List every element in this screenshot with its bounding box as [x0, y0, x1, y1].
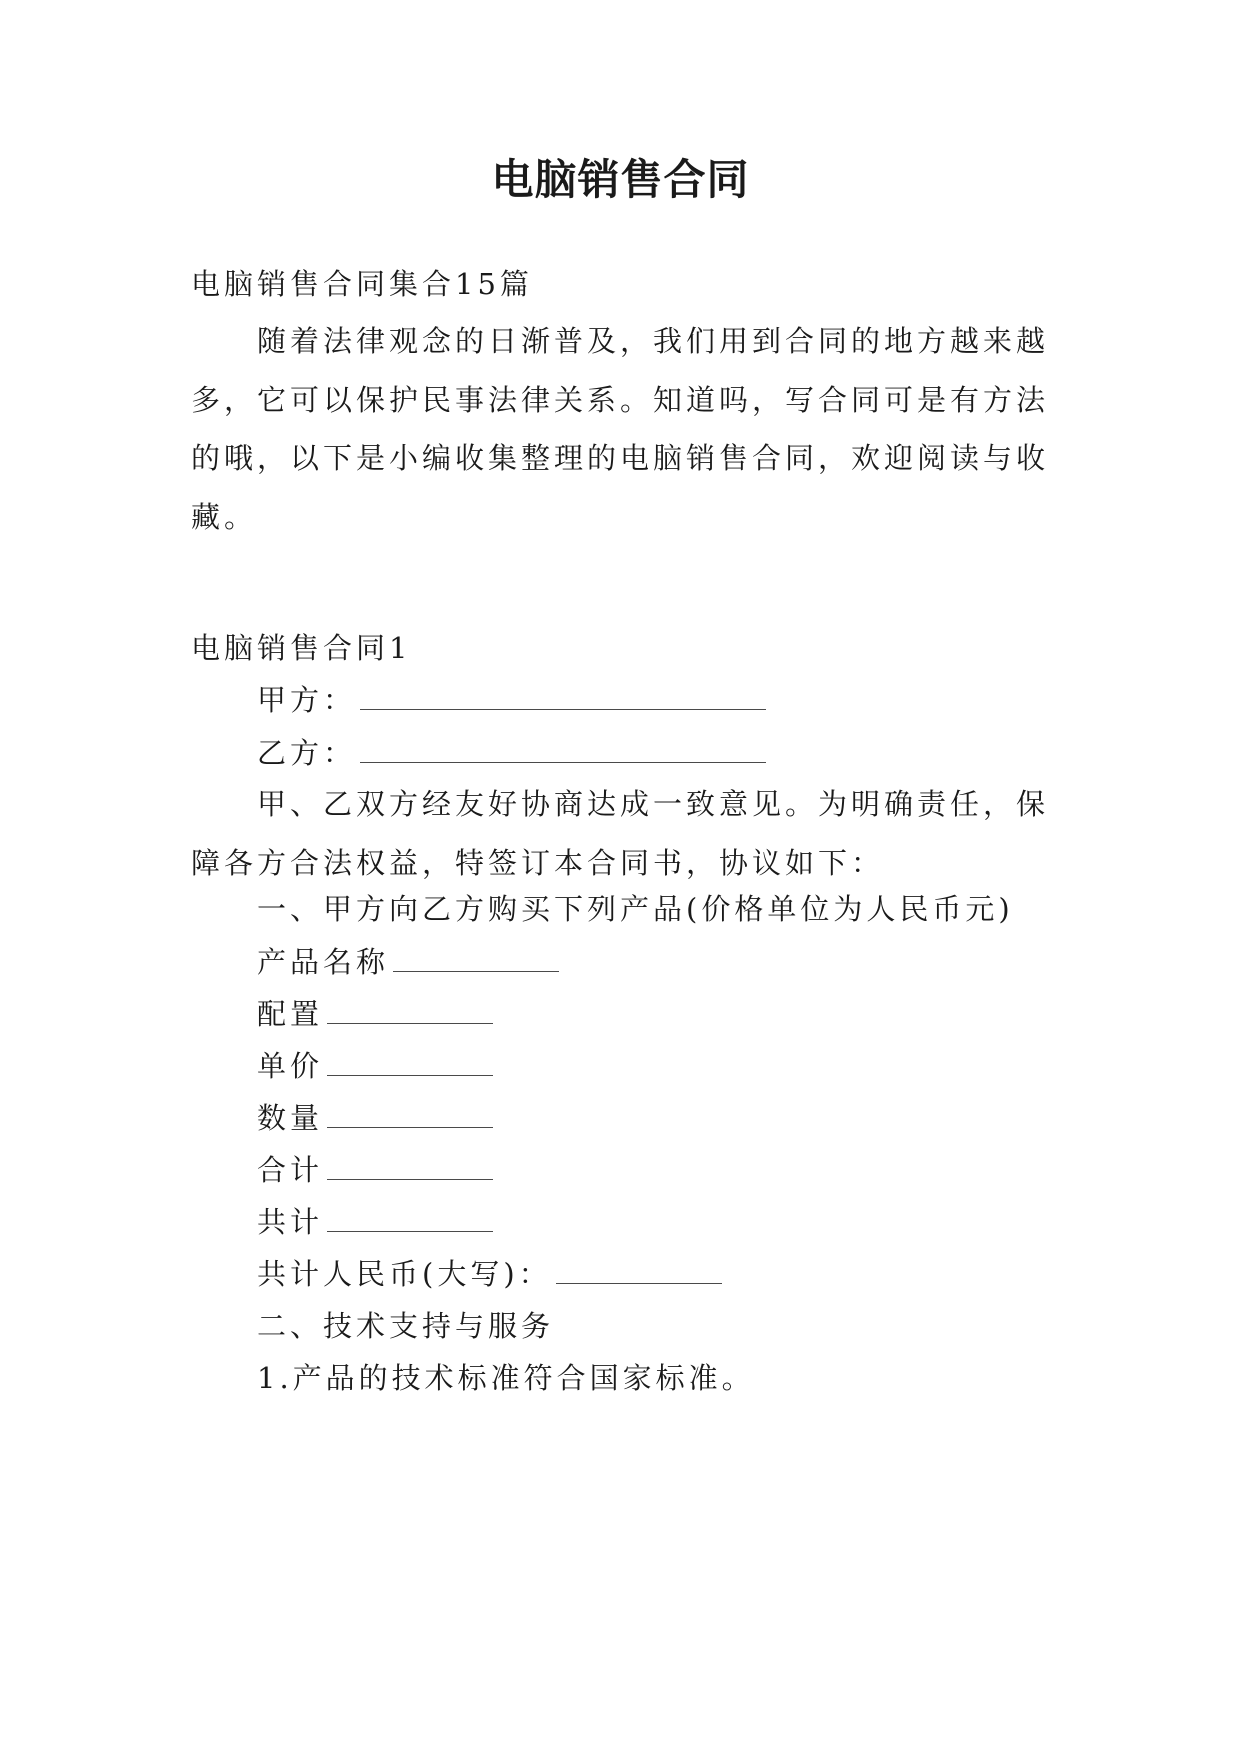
- product-name-label: 产品名称: [257, 945, 390, 979]
- total-rmb-blank[interactable]: [556, 1252, 722, 1284]
- party-b-line: [257, 731, 766, 775]
- configuration-label: 配置: [257, 997, 324, 1031]
- party-a-line: [257, 678, 766, 722]
- total-label: 共计: [257, 1205, 324, 1239]
- party-b-blank[interactable]: [360, 731, 766, 763]
- subtotal-label: 合计: [257, 1153, 324, 1187]
- agreement-paragraph: 甲、乙双方经友好协商达成一致意见。为明确责任，保障各方合法权益，特签订本合同书，协议如下：: [191, 787, 1050, 880]
- total-line: [257, 1200, 493, 1244]
- quantity-line: [257, 1096, 493, 1140]
- collection-subtitle: 电脑销售合同集合15篇: [191, 267, 533, 301]
- total-rmb-line: [257, 1252, 722, 1296]
- configuration-line: [257, 992, 493, 1036]
- subtotal-line: [257, 1148, 493, 1192]
- product-name-blank[interactable]: [393, 940, 559, 972]
- clause-2-heading: 二、技术支持与服务: [257, 1309, 555, 1343]
- clause-1-heading: 一、甲方向乙方购买下列产品(价格单位为人民币元): [257, 892, 1014, 926]
- intro-paragraph: 随着法律观念的日渐普及，我们用到合同的地方越来越多，它可以保护民事法律关系。知道吗，写合同可是有方法的哦，以下是小编收集整理的电脑销售合同，欢迎阅读与收藏。: [191, 324, 1050, 534]
- section-heading: 电脑销售合同1: [191, 631, 412, 665]
- clause-2-item-1: 1.产品的技术标准符合国家标准。: [257, 1361, 755, 1395]
- product-name-line: [257, 940, 559, 984]
- quantity-blank[interactable]: [327, 1096, 493, 1128]
- unit-price-blank[interactable]: [327, 1044, 493, 1076]
- document-title: 电脑销售合同: [491, 155, 750, 204]
- configuration-blank[interactable]: [327, 992, 493, 1024]
- party-b-label: 乙方：: [257, 736, 357, 770]
- total-blank[interactable]: [327, 1200, 493, 1232]
- unit-price-label: 单价: [257, 1049, 324, 1083]
- total-rmb-label: 共计人民币(大写)：: [257, 1257, 552, 1291]
- quantity-label: 数量: [257, 1101, 324, 1135]
- party-a-blank[interactable]: [360, 678, 766, 710]
- party-a-label: 甲方：: [257, 683, 357, 717]
- unit-price-line: [257, 1044, 493, 1088]
- subtotal-blank[interactable]: [327, 1148, 493, 1180]
